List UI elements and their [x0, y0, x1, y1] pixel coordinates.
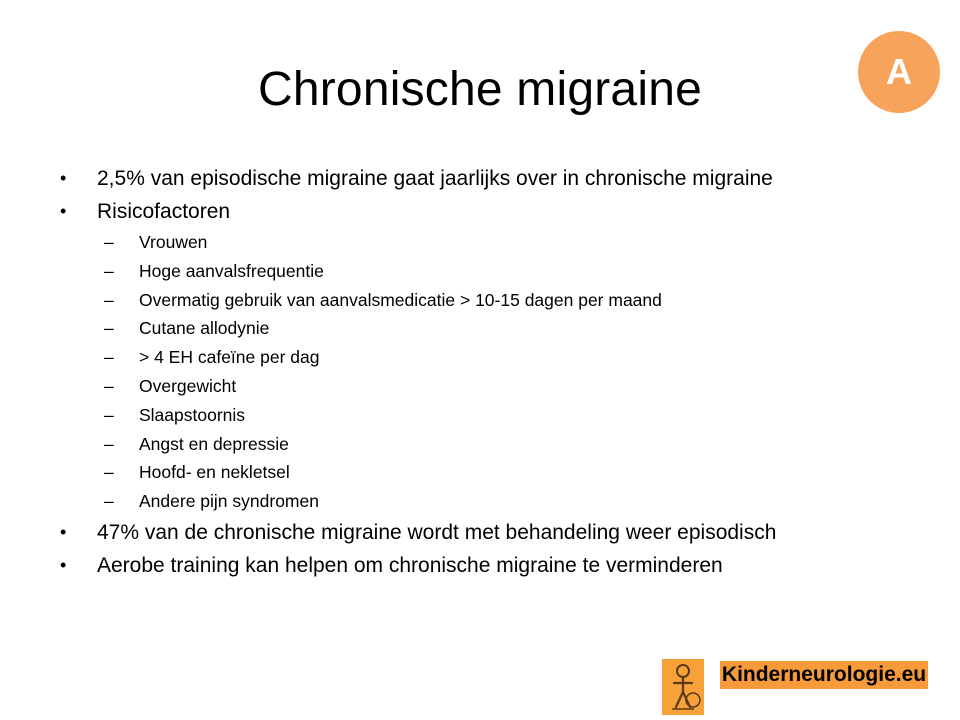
slide-title: Chronische migraine	[257, 63, 702, 116]
bullet-item	[60, 195, 940, 228]
sub-bullet-text: > 4 EH cafeïne per dag	[139, 347, 320, 368]
bullet-list	[60, 162, 940, 582]
sub-bullet-mark: –	[104, 347, 114, 368]
sub-bullet-text: Cutane allodynie	[139, 318, 270, 339]
sub-bullet-item	[60, 430, 940, 459]
child-figure-logo-svg	[662, 659, 704, 715]
sub-bullet-item	[60, 343, 940, 372]
sub-bullet-mark: –	[104, 232, 114, 252]
bullet-item	[60, 162, 940, 195]
sub-bullet-item	[60, 286, 940, 315]
sub-bullet-item	[60, 487, 940, 516]
sub-bullet-text: Andere pijn syndromen	[139, 491, 319, 512]
sub-bullet-text: Overmatig gebruik van aanvalsmedicatie > 10-15 dagen per maand	[139, 289, 662, 310]
sub-bullet-text: Hoge aanvalsfrequentie	[139, 260, 324, 281]
sub-bullet-mark: –	[104, 462, 114, 483]
sub-bullet-item	[60, 372, 940, 401]
sub-bullet-text: Vrouwen	[139, 232, 208, 252]
sub-bullet-mark: –	[104, 491, 114, 512]
bullet-item	[60, 549, 940, 582]
sub-bullet-text: Angst en depressie	[139, 433, 289, 454]
bullet-item	[60, 516, 940, 549]
sub-bullet-text: Hoofd- en nekletsel	[139, 462, 290, 483]
child-figure-logo-icon	[662, 659, 704, 715]
sub-bullet-mark: –	[104, 289, 114, 310]
sub-bullet-item	[60, 228, 940, 257]
bullet-mark: •	[60, 201, 67, 221]
sub-bullet-text: Overgewicht	[139, 375, 237, 396]
bullet-mark: •	[60, 554, 67, 575]
bullet-text: 2,5% van episodische migraine gaat jaarlijks over in chronische migraine	[97, 167, 773, 190]
sub-bullet-text: Slaapstoornis	[139, 404, 246, 425]
bullet-text: Aerobe training kan helpen om chronische migraine te verminderen	[97, 553, 723, 577]
sub-bullet-mark: –	[104, 404, 114, 425]
sub-bullet-item	[60, 257, 940, 286]
sub-bullet-item	[60, 314, 940, 343]
sub-bullet-mark: –	[104, 375, 114, 396]
sub-bullet-mark: –	[104, 260, 114, 281]
section-badge: A	[858, 31, 940, 113]
sub-bullet-mark: –	[104, 318, 114, 339]
bullet-mark: •	[60, 521, 67, 542]
bullet-mark: •	[60, 168, 67, 188]
sub-bullet-item	[60, 401, 940, 430]
bullet-text: 47% van de chronische migraine wordt met behandeling weer episodisch	[97, 520, 777, 544]
brand-label: Kinderneurologie.eu	[720, 661, 928, 689]
bullet-text: Risicofactoren	[97, 200, 231, 223]
sub-bullet-mark: –	[104, 433, 114, 454]
sub-bullet-item	[60, 458, 940, 487]
